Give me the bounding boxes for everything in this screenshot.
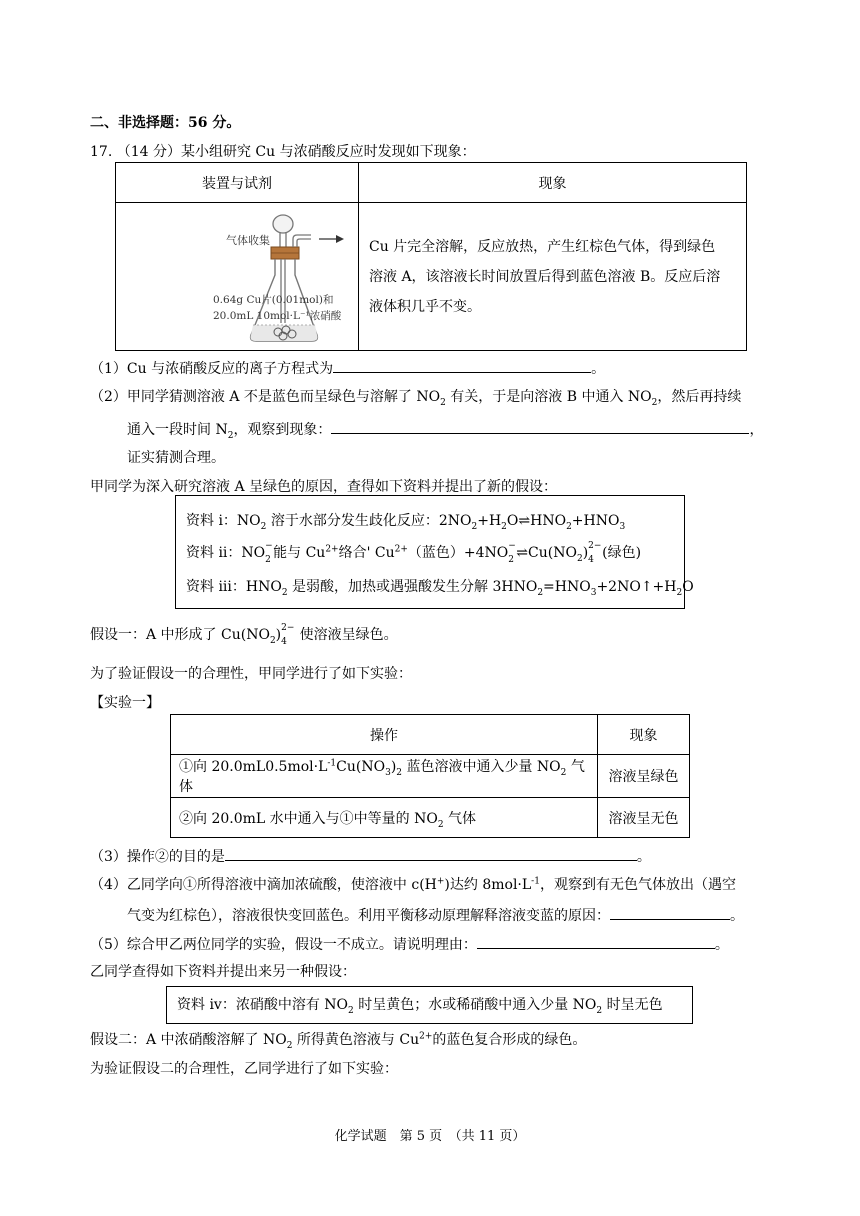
- reagent-label-1: 0.64g Cu片(0.01mol)和: [213, 294, 334, 306]
- experiment-1-title: 【实验一】: [90, 695, 160, 711]
- phenomenon-cell: [359, 203, 747, 351]
- phenomenon-line-2: 溶液 A，该溶液长时间放置后得到蓝色溶液 B。反应后溶: [369, 268, 721, 285]
- apparatus-table: [115, 162, 747, 351]
- page-footer: 化学试题 第 5 页 （共 11 页）: [334, 1129, 526, 1144]
- answer-blank-1[interactable]: [333, 357, 591, 373]
- part-1: （1）Cu 与浓硝酸反应的离子方程式为 。: [90, 357, 605, 379]
- answer-blank-5[interactable]: [477, 933, 715, 949]
- part-2-line-2: 通入一段时间 $N_2$，观察到现象： ，: [127, 418, 763, 440]
- phenomenon-row-2: 溶液呈无色: [598, 798, 690, 838]
- phenomenon-line-1: Cu 片完全溶解，反应放热，产生红棕色气体，得到绿色: [369, 238, 716, 255]
- phenomenon-line-3: 液体积几乎不变。: [369, 298, 481, 315]
- part-5: （5）综合甲乙两位同学的实验，假设一不成立。请说明理由： 。: [90, 933, 729, 955]
- flask-apparatus-diagram: [116, 203, 356, 351]
- part-3: （3）操作②的目的是 。: [90, 845, 651, 867]
- material-iii: 资料 iii：$HNO_2$ 是弱酸，加热或遇强酸发生分解 $3HNO_2=HNO_3+2NO↑+H_2O$: [186, 579, 694, 598]
- material-i: 资料 i：$NO_2$ 溶于水部分发生歧化反应：$2NO_2+H_2O\rightleftharpoons HNO_2+HNO_3$: [186, 513, 626, 532]
- section-title: 二、非选择题：56 分。: [90, 115, 241, 131]
- hypothesis-1: 假设一：A 中形成了 $Cu(NO_2)$ 2− 4 使溶液呈绿色。: [90, 623, 398, 647]
- part-4-line-2: 气变为红棕色），溶液很快变回蓝色。利用平衡移动原理解释溶液变蓝的原因： 。: [127, 904, 744, 926]
- phenomenon-row-1: 溶液呈绿色: [598, 755, 690, 798]
- material-box-2: [166, 986, 693, 1024]
- yi-paragraph: 乙同学查得如下资料并提出来另一种假设：: [90, 964, 356, 980]
- material-iv: 资料 iv：浓硝酸中溶有 $NO_2$ 时呈黄色；水或稀硝酸中通入少量 $NO_2$ 时呈无色: [177, 997, 663, 1016]
- part-2-line-3: 证实猜测合理。: [127, 450, 225, 466]
- reagent-label-2: 20.0mL 10mol·L⁻¹浓硝酸: [213, 310, 342, 322]
- apparatus-cell: [116, 203, 359, 351]
- header-apparatus: 装置与试剂: [116, 163, 359, 203]
- answer-blank-2[interactable]: [331, 418, 749, 434]
- header-operation: 操作: [171, 715, 598, 755]
- part-4-line-1: （4）乙同学向①所得溶液中滴加浓硫酸，使溶液中 c(H+)达约 $8mol\cdot L^{-1}$，观察到有无色气体放出（遇空: [90, 876, 736, 893]
- header-phenomenon: 现象: [359, 163, 747, 203]
- header-phenomenon-2: 现象: [598, 715, 690, 755]
- hypothesis-2: 假设二：A 中浓硝酸溶解了 $NO_2$ 所得黄色溶液与 $Cu^{2+}$的蓝色复合形成的绿色。: [90, 1031, 587, 1051]
- question-17-intro: 17. （14 分）某小组研究 Cu 与浓硝酸反应时发现如下现象：: [90, 144, 476, 160]
- verify-2: 为验证假设二的合理性，乙同学进行了如下实验：: [90, 1061, 398, 1077]
- verify-1: 为了验证假设一的合理性，甲同学进行了如下实验：: [90, 666, 412, 682]
- answer-blank-3[interactable]: [225, 845, 637, 861]
- material-box-1: [175, 495, 694, 609]
- operation-row-1: ①向 $20.0mL0.5mol\cdot L^{-1}Cu(NO_3)_2$ 蓝色溶液中通入少量 $NO_2$ 气体: [171, 755, 598, 798]
- gas-collection-label: 气体收集: [226, 234, 270, 247]
- operation-row-2: ②向 20.0mL 水中通入与①中等量的 $NO_2$ 气体: [171, 798, 598, 838]
- reason-paragraph: 甲同学为深入研究溶液 A 呈绿色的原因，查得如下资料并提出了新的假设：: [90, 479, 558, 495]
- part-2-line-1: （2）甲同学猜测溶液 A 不是蓝色而呈绿色与溶解了 $NO_2$ 有关，于是向溶液 B 中通入 $NO_2$，然后再持续: [90, 389, 742, 408]
- answer-blank-4[interactable]: [610, 904, 730, 920]
- material-ii: 资料 ii：NO − 2 能与 $Cu^{2+}$络合' $Cu^{2+}$（蓝色）+4NO − 2 $\rightleftharpoons Cu(NO_2)$ 2− 4 (绿色): [186, 541, 642, 565]
- experiment-1-table: [170, 714, 690, 838]
